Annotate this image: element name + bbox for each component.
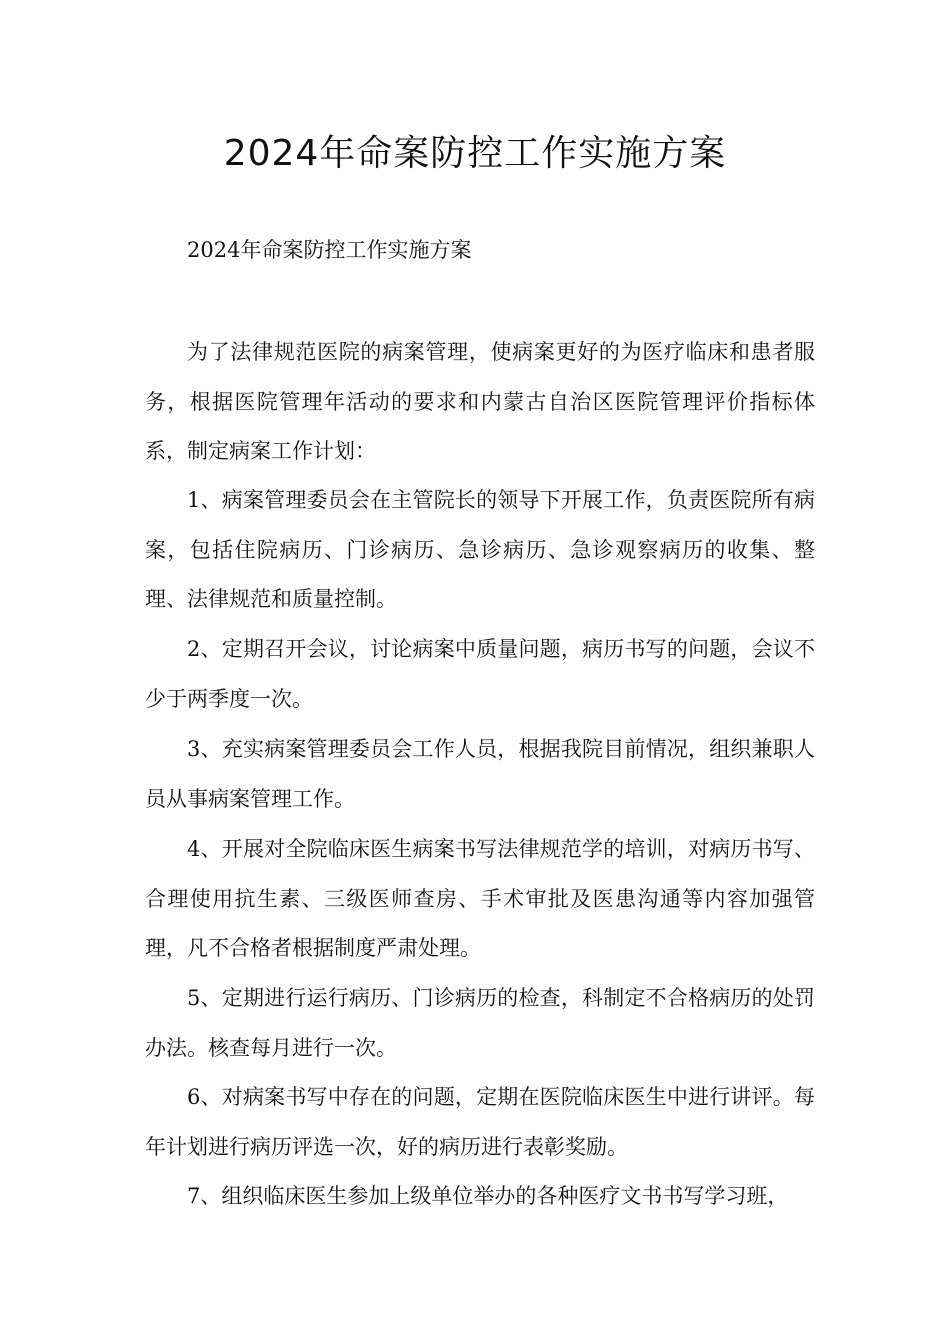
paragraph-intro: 为了法律规范医院的病案管理，使病案更好的为医疗临床和患者服务，根据医院管理年活动的要求和内蒙古自治区医院管理评价指标体系，制定病案工作计划：	[145, 340, 815, 463]
paragraph-item-4: 4、开展对全院临床医生病案书写法律规范学的培训，对病历书写、合理使用抗生素、三级医师查房、手术审批及医患沟通等内容加强管理，凡不合格者根据制度严肃处理。	[145, 837, 815, 960]
paragraph-item-6: 6、对病案书写中存在的问题，定期在医院临床医生中进行讲评。每年计划进行病历评选一次，好的病历进行表彰奖励。	[145, 1085, 815, 1159]
paragraph-item-5: 5、定期进行运行病历、门诊病历的检查，科制定不合格病历的处罚办法。核查每月进行一次。	[145, 986, 815, 1060]
paragraph-item-7: 7、组织临床医生参加上级单位举办的各种医疗文书书写学习班，	[187, 1184, 789, 1208]
page-title: 2024年命案防控工作实施方案	[223, 133, 727, 174]
paragraph-item-2: 2、定期召开会议，讨论病案中质量问题，病历书写的问题，会议不少于两季度一次。	[145, 637, 815, 711]
document-subtitle: 2024年命案防控工作实施方案	[187, 238, 472, 262]
paragraph-item-3: 3、充实病案管理委员会工作人员，根据我院目前情况，组织兼职人员从事病案管理工作。	[145, 737, 815, 811]
paragraph-item-1: 1、病案管理委员会在主管院长的领导下开展工作，负责医院所有病案，包括住院病历、门诊病历、急诊病历、急诊观察病历的收集、整理、法律规范和质量控制。	[145, 488, 815, 611]
